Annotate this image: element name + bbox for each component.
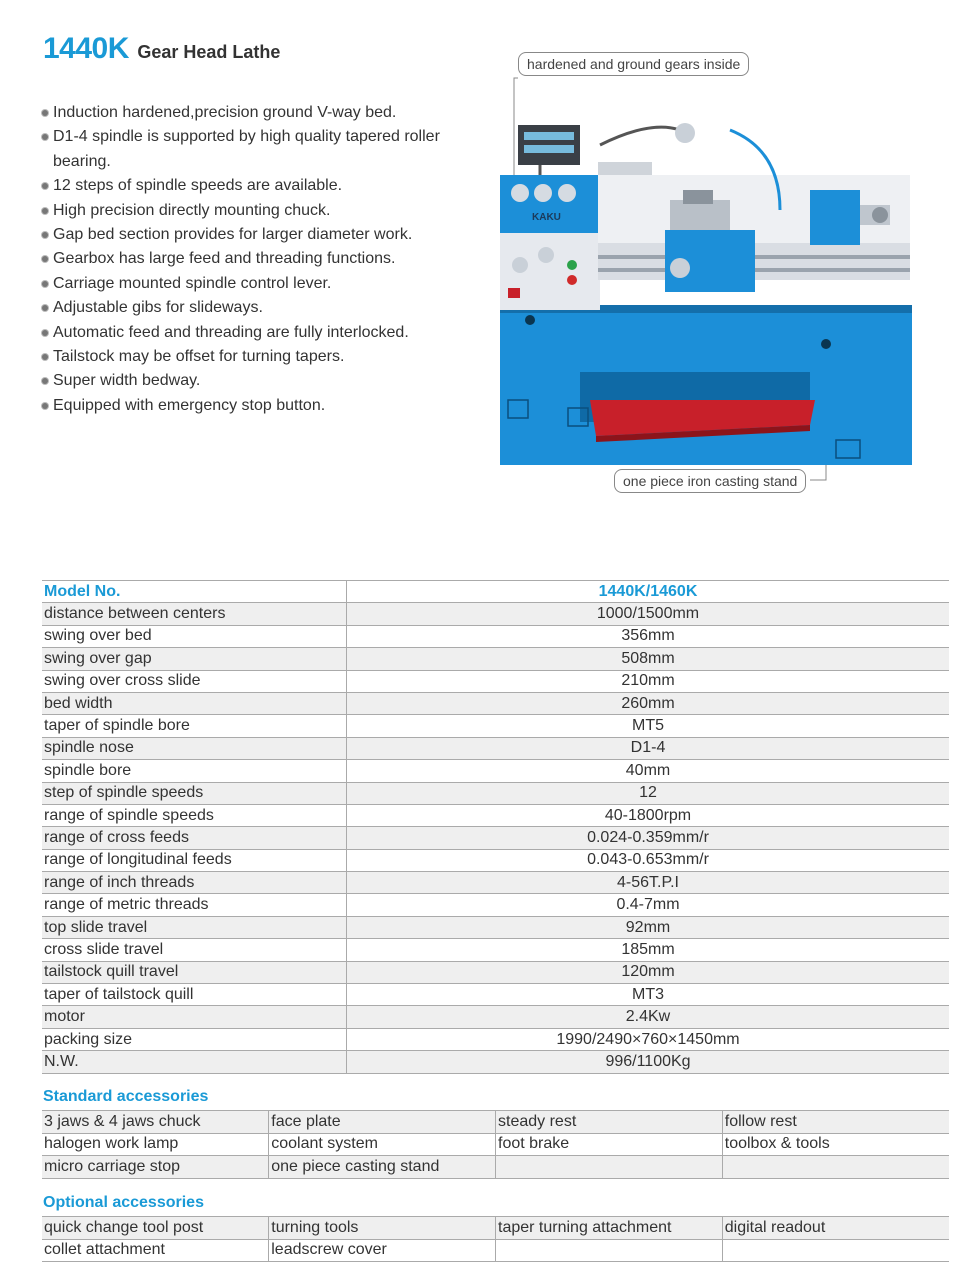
spec-row — [42, 603, 949, 625]
accessory-cell: one piece casting stand — [269, 1156, 496, 1179]
spec-value: MT5 — [347, 715, 950, 737]
spec-row — [42, 939, 949, 961]
spec-value: 1990/2490×760×1450mm — [347, 1028, 950, 1050]
spec-value: 508mm — [347, 648, 950, 670]
spec-label: range of spindle speeds — [42, 804, 347, 826]
spec-label: range of cross feeds — [42, 827, 347, 849]
model-number: 1440K — [43, 32, 129, 65]
spec-value: 12 — [347, 782, 950, 804]
accessory-cell: steady rest — [496, 1111, 723, 1134]
spec-label: swing over bed — [42, 625, 347, 647]
accessory-cell — [722, 1239, 949, 1262]
spec-value: 1000/1500mm — [347, 603, 950, 625]
spec-row — [42, 961, 949, 983]
accessory-cell: 3 jaws & 4 jaws chuck — [42, 1111, 269, 1134]
accessory-cell: digital readout — [722, 1217, 949, 1240]
spec-row — [42, 827, 949, 849]
lathe-image — [480, 50, 940, 500]
spec-label: range of longitudinal feeds — [42, 849, 347, 871]
accessory-cell — [496, 1156, 723, 1179]
spec-row — [42, 984, 949, 1006]
brand-label: KAKU — [532, 212, 561, 223]
page-title — [43, 32, 280, 66]
spec-value: 996/1100Kg — [347, 1051, 950, 1073]
accessory-row — [42, 1111, 949, 1134]
feature-item: High precision directly mounting chuck. — [40, 199, 480, 223]
spec-value: D1-4 — [347, 737, 950, 759]
feature-item: Super width bedway. — [40, 369, 480, 393]
spec-row — [42, 737, 949, 759]
spec-value: 40mm — [347, 760, 950, 782]
spec-row — [42, 872, 949, 894]
spec-row — [42, 648, 949, 670]
spec-value: MT3 — [347, 984, 950, 1006]
spec-row — [42, 760, 949, 782]
spec-value: 0.024-0.359mm/r — [347, 827, 950, 849]
accessory-cell: coolant system — [269, 1133, 496, 1156]
spec-value: 120mm — [347, 961, 950, 983]
spec-label: distance between centers — [42, 603, 347, 625]
callout-gears: hardened and ground gears inside — [518, 52, 749, 76]
feature-list — [40, 101, 480, 418]
spec-row — [42, 1028, 949, 1050]
spec-header-label: Model No. — [42, 581, 347, 603]
spec-header-value: 1440K/1460K — [347, 581, 950, 603]
spec-value: 210mm — [347, 670, 950, 692]
spec-row — [42, 849, 949, 871]
spec-label: range of metric threads — [42, 894, 347, 916]
standard-accessories-table — [42, 1110, 949, 1179]
spec-header-row — [42, 581, 949, 603]
accessory-cell: quick change tool post — [42, 1217, 269, 1240]
feature-item: Gap bed section provides for larger diameter work. — [40, 223, 480, 247]
accessory-cell: follow rest — [722, 1111, 949, 1134]
callout-stand: one piece iron casting stand — [614, 469, 806, 493]
accessory-cell: halogen work lamp — [42, 1133, 269, 1156]
accessory-row — [42, 1239, 949, 1262]
spec-row — [42, 1051, 949, 1073]
feature-item: Adjustable gibs for slideways. — [40, 296, 480, 320]
spec-row — [42, 894, 949, 916]
spec-label: N.W. — [42, 1051, 347, 1073]
optional-accessories-title: Optional accessories — [43, 1194, 204, 1211]
spec-value: 2.4Kw — [347, 1006, 950, 1028]
spec-value: 40-1800rpm — [347, 804, 950, 826]
spec-row — [42, 715, 949, 737]
spec-row — [42, 670, 949, 692]
spec-value: 0.043-0.653mm/r — [347, 849, 950, 871]
spec-label: range of inch threads — [42, 872, 347, 894]
feature-item: Tailstock may be offset for turning tapers. — [40, 345, 480, 369]
accessory-row — [42, 1133, 949, 1156]
accessory-cell: turning tools — [269, 1217, 496, 1240]
spec-label: taper of tailstock quill — [42, 984, 347, 1006]
accessory-cell: toolbox & tools — [722, 1133, 949, 1156]
spec-row — [42, 804, 949, 826]
spec-label: bed width — [42, 692, 347, 714]
accessory-cell: face plate — [269, 1111, 496, 1134]
product-name: Gear Head Lathe — [137, 42, 281, 62]
accessory-cell: foot brake — [496, 1133, 723, 1156]
spec-label: taper of spindle bore — [42, 715, 347, 737]
accessory-cell: taper turning attachment — [496, 1217, 723, 1240]
accessory-row — [42, 1217, 949, 1240]
spec-row — [42, 692, 949, 714]
spec-label: motor — [42, 1006, 347, 1028]
spec-row — [42, 782, 949, 804]
spec-value: 92mm — [347, 916, 950, 938]
feature-item: Carriage mounted spindle control lever. — [40, 272, 480, 296]
spec-label: spindle nose — [42, 737, 347, 759]
feature-item: Automatic feed and threading are fully interlocked. — [40, 321, 480, 345]
accessory-cell: micro carriage stop — [42, 1156, 269, 1179]
spec-label: top slide travel — [42, 916, 347, 938]
accessory-row — [42, 1156, 949, 1179]
spec-value: 0.4-7mm — [347, 894, 950, 916]
spec-value: 4-56T.P.I — [347, 872, 950, 894]
spec-label: tailstock quill travel — [42, 961, 347, 983]
feature-item: Equipped with emergency stop button. — [40, 394, 480, 418]
accessory-cell — [722, 1156, 949, 1179]
optional-accessories-table — [42, 1216, 949, 1262]
spec-label: cross slide travel — [42, 939, 347, 961]
spec-value: 356mm — [347, 625, 950, 647]
spec-value: 185mm — [347, 939, 950, 961]
spec-label: step of spindle speeds — [42, 782, 347, 804]
feature-item: Gearbox has large feed and threading functions. — [40, 247, 480, 271]
feature-item: D1-4 spindle is supported by high quality tapered roller bearing. — [40, 125, 480, 174]
spec-row — [42, 625, 949, 647]
spec-row — [42, 1006, 949, 1028]
spec-label: swing over cross slide — [42, 670, 347, 692]
accessory-cell: collet attachment — [42, 1239, 269, 1262]
spec-table — [42, 580, 949, 1074]
spec-label: swing over gap — [42, 648, 347, 670]
spec-value: 260mm — [347, 692, 950, 714]
standard-accessories-title: Standard accessories — [43, 1088, 209, 1105]
spec-row — [42, 916, 949, 938]
accessory-cell: leadscrew cover — [269, 1239, 496, 1262]
accessory-cell — [496, 1239, 723, 1262]
feature-item: 12 steps of spindle speeds are available. — [40, 174, 480, 198]
spec-label: packing size — [42, 1028, 347, 1050]
feature-item: Induction hardened,precision ground V-way bed. — [40, 101, 480, 125]
spec-label: spindle bore — [42, 760, 347, 782]
